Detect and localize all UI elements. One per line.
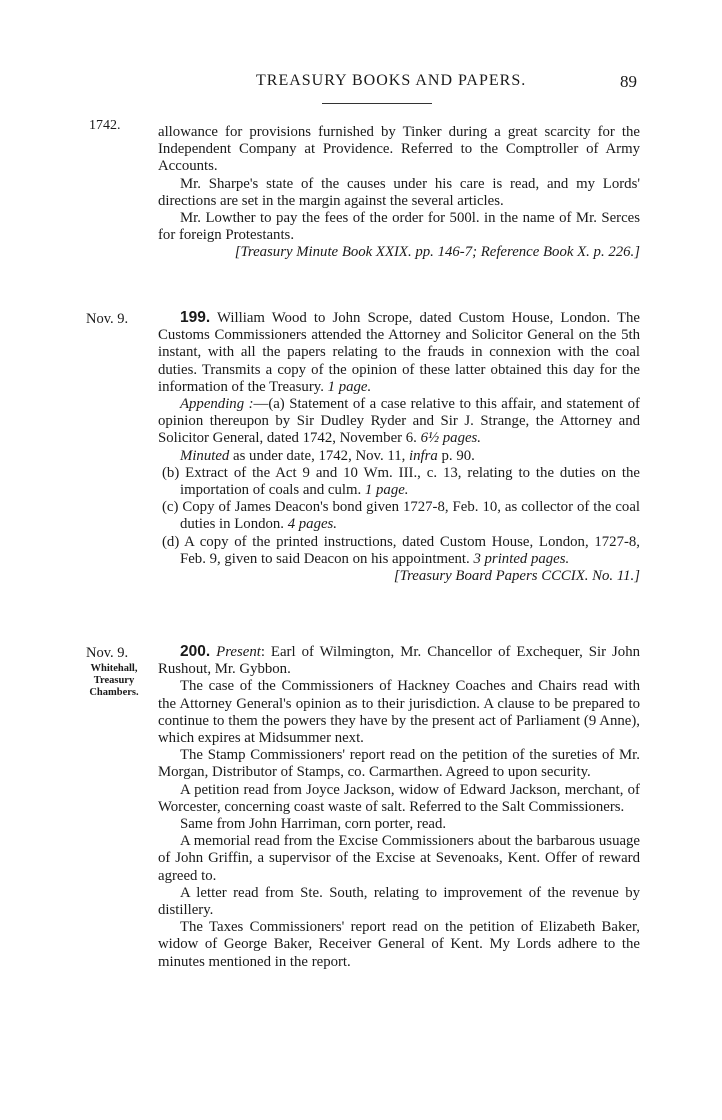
paragraph: The Stamp Commissioners' report read on the petition of the sureties of Mr. Morgan, Distributor of Stamps, co. Carmarthen. Agreed to upon security.: [158, 747, 640, 781]
paragraph: Same from John Harriman, corn porter, read.: [180, 816, 447, 833]
reference-line: [Treasury Board Papers CCCIX. No. 11.]: [393, 568, 640, 585]
appending-a: —(a) Statement of a case relative to this affair, and statement of opinion thereupon by Sir Dudley Ryder and Sir J. Strange, the Attorney and Solicitor General, dated 1742, November 6.: [158, 396, 640, 447]
minuted-page: p. 90.: [441, 447, 475, 464]
minuted-label: Minuted: [180, 447, 230, 464]
item-d: (d) A copy of the printed instructions, dated Custom House, London, 1727-8, Feb. 9, given to said Deacon on his appointment.: [162, 533, 640, 567]
entry-199: [158, 309, 640, 585]
item-c: (c) Copy of James Deacon's bond given 1727-8, Feb. 10, as collector of the coal duties in London.: [162, 499, 640, 533]
entry-number: 199.: [180, 309, 211, 326]
paragraph: A petition read from Joyce Jackson, widow of Edward Jackson, merchant, of Worcester, concerning coast waste of salt. Referred to the Salt Commissioners.: [158, 781, 640, 815]
entry-200: [158, 643, 640, 971]
header-rule: [322, 103, 432, 104]
top-section: [158, 124, 640, 262]
reference-line: [Treasury Minute Book XXIX. pp. 146-7; Reference Book X. p. 226.]: [234, 244, 640, 261]
place-line: Whitehall,: [90, 663, 138, 674]
entry-text: William Wood to John Scrope, dated Custom House, London. The Customs Commissioners attended the Attorney and Solicitor General on the 5th instant, with all the papers relating to the frauds in connexion with the coal duties. Transmits a copy of the opinion of these latter obtained this day for the information of the Treasury.: [158, 310, 640, 395]
present-text: : Earl of Wilmington, Mr. Chancellor of Exchequer, Sir John Rushout, Mr. Gybbon.: [158, 644, 640, 678]
paragraph: A memorial read from the Excise Commissioners about the barbarous usuage of John Griffin, a supervisor of the Excise at Sevenoaks, Kent. Offer of reward agreed to.: [158, 833, 640, 884]
paragraph: allowance for provisions furnished by Tinker during a great scarcity for the Independent Company at Providence. Referred to the Comptroller of Army Accounts.: [158, 124, 640, 175]
paragraph: A letter read from Ste. South, relating to improvement of the revenue by distillery.: [158, 884, 640, 919]
appending-label: Appending :: [180, 396, 254, 413]
running-head: TREASURY BOOKS AND PAPERS.: [256, 72, 527, 89]
margin-date-200: Nov. 9.: [86, 645, 129, 661]
margin-place-200: [88, 663, 140, 699]
place-line: Chambers.: [89, 687, 139, 698]
page-number: 89: [620, 72, 637, 91]
minuted-infra: infra: [409, 447, 438, 464]
paragraph: The case of the Commissioners of Hackney Coaches and Chairs read with the Attorney General's opinion as to their jurisdiction. A clause to be prepared to continue to them the powers they have by the present act of Parliament (9 Anne), which expires at Midsummer next.: [158, 678, 640, 747]
item-b: (b) Extract of the Act 9 and 10 Wm. III., c. 13, relating to the duties on the importation of coals and culm.: [162, 464, 640, 499]
paragraph: Mr. Lowther to pay the fees of the order for 500l. in the name of Mr. Serces for foreign Protestants.: [158, 210, 640, 244]
page-count: 6½ pages.: [420, 430, 481, 447]
paragraph: The Taxes Commissioners' report read on the petition of Elizabeth Baker, widow of George Baker, Receiver General of Kent. My Lords adhere to the minutes mentioned in the report.: [158, 919, 640, 970]
minuted-text: as under date, 1742, Nov. 11,: [233, 447, 406, 464]
page-count: 1 page.: [327, 378, 372, 395]
page-count: 4 pages.: [287, 516, 338, 533]
present-label: Present: [216, 644, 261, 660]
margin-date-199: Nov. 9.: [86, 311, 129, 327]
page-count: 1 page.: [364, 482, 409, 499]
margin-year: 1742.: [89, 118, 121, 133]
paragraph: Mr. Sharpe's state of the causes under his care is read, and my Lords' directions are set in the margin against the several articles.: [158, 175, 640, 209]
page-count: 3 printed pages.: [473, 550, 570, 567]
place-line: Treasury: [93, 675, 135, 686]
entry-number: 200.: [180, 643, 211, 660]
